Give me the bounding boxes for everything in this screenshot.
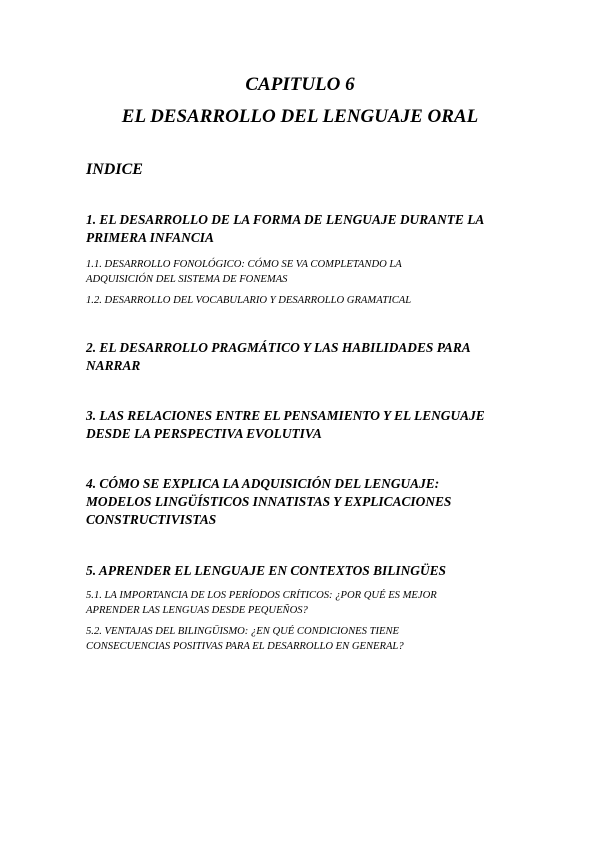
- subsection-line: ADQUISICIÓN DEL SISTEMA DE FONEMAS: [86, 274, 288, 285]
- section-heading-line: 3. LAS RELACIONES ENTRE EL PENSAMIENTO Y EL LENGUAJE: [86, 408, 485, 423]
- subsection-line: 5.1. LA IMPORTANCIA DE LOS PERÍODOS CRÍTICOS: ¿POR QUÉ ES MEJOR: [86, 590, 437, 601]
- index-section-1: [86, 211, 526, 308]
- subsection-5-1: [86, 588, 526, 618]
- section-heading-line: MODELOS LINGÜÍSTICOS INNATISTAS Y EXPLICACIONES: [86, 494, 452, 509]
- chapter-title: EL DESARROLLO DEL LENGUAJE ORAL: [121, 106, 479, 127]
- index-title: INDICE: [86, 161, 143, 178]
- section-heading-line: DESDE LA PERSPECTIVA EVOLUTIVA: [86, 426, 322, 441]
- section-heading-line: CONSTRUCTIVISTAS: [86, 512, 217, 527]
- section-heading-line: 5. APRENDER EL LENGUAJE EN CONTEXTOS BILINGÜES: [86, 563, 446, 578]
- subsection-1-2: [86, 293, 526, 308]
- subsection-line: 1.2. DESARROLLO DEL VOCABULARIO Y DESARROLLO GRAMATICAL: [86, 295, 412, 306]
- subsection-line: 5.2. VENTAJAS DEL BILINGÜISMO: ¿EN QUÉ CONDICIONES TIENE: [86, 626, 399, 637]
- index-section-4: [86, 475, 526, 529]
- section-heading-line: NARRAR: [86, 358, 141, 373]
- subsection-line: CONSECUENCIAS POSITIVAS PARA EL DESARROLLO EN GENERAL?: [86, 641, 404, 652]
- subsection-1-1: [86, 257, 526, 287]
- subsection-line: 1.1. DESARROLLO FONOLÓGICO: CÓMO SE VA COMPLETANDO LA: [86, 259, 402, 270]
- chapter-number: CAPITULO 6: [245, 74, 355, 95]
- section-heading-line: PRIMERA INFANCIA: [86, 230, 214, 245]
- index-section-5: [86, 562, 526, 654]
- index-section-2: [86, 339, 526, 375]
- index-section-3: [86, 407, 526, 443]
- section-heading-line: 2. EL DESARROLLO PRAGMÁTICO Y LAS HABILIDADES PARA: [86, 340, 471, 355]
- section-heading-line: 4. CÓMO SE EXPLICA LA ADQUISICIÓN DEL LENGUAJE:: [86, 476, 440, 491]
- section-heading-line: 1. EL DESARROLLO DE LA FORMA DE LENGUAJE DURANTE LA: [86, 212, 485, 227]
- subsection-line: APRENDER LAS LENGUAS DESDE PEQUEÑOS?: [86, 605, 308, 616]
- subsection-5-2: [86, 624, 526, 654]
